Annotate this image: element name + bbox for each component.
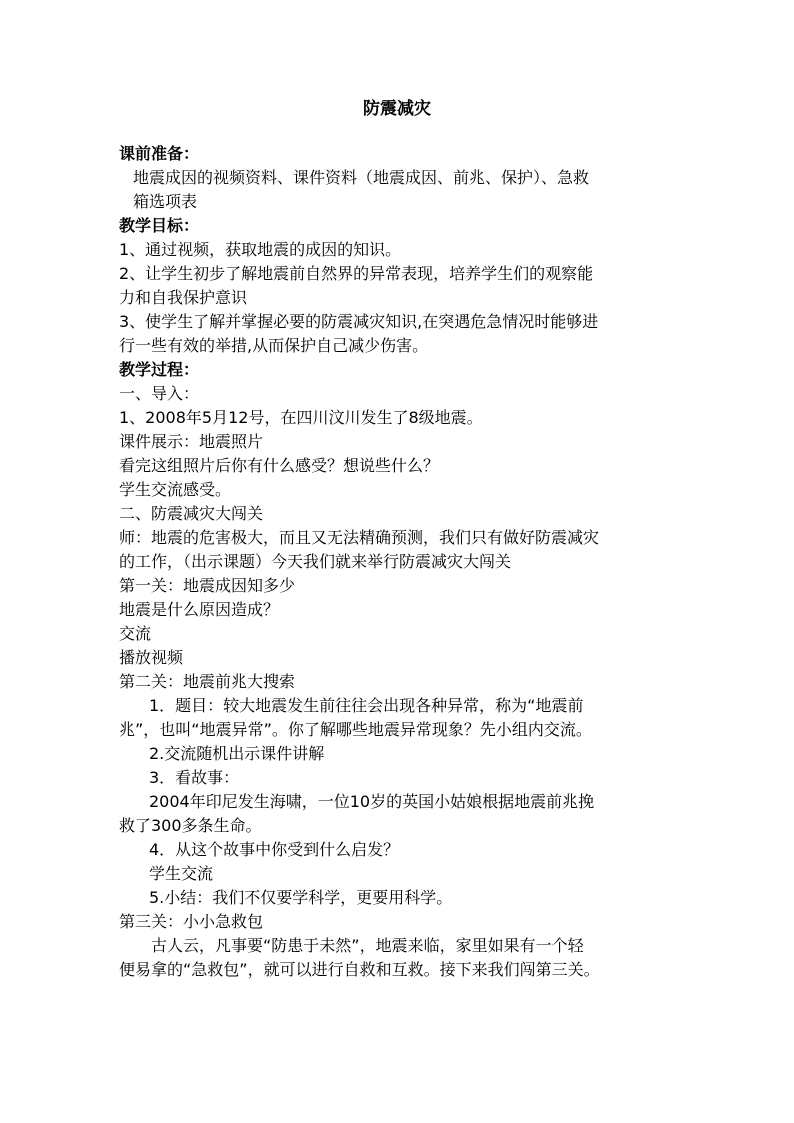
- text-line: 救了300多条生命。: [119, 816, 262, 835]
- text-line: 地震是什么原因造成？: [119, 600, 280, 619]
- text-line: 1、通过视频，获取地震的成因的知识。: [119, 240, 402, 259]
- text-line: 兆”，也叫“地震异常”。你了解哪些地震异常现象？先小组内交流。: [119, 720, 592, 739]
- text-line: 交流: [119, 624, 152, 643]
- text-line: 第一关：地震成因知多少: [119, 576, 296, 595]
- text-line: 课件展示：地震照片: [119, 432, 264, 451]
- text-line: 看完这组照片后你有什么感受？想说些什么？: [119, 456, 440, 475]
- text-line: 便易拿的“急救包”，就可以进行自救和互救。接下来我们闯第三关。: [119, 960, 600, 979]
- text-line: 课前准备：: [119, 144, 200, 163]
- text-line: 第二关：地震前兆大搜索: [119, 672, 296, 691]
- text-line: 学生交流感受。: [119, 480, 232, 499]
- page-title: 防震减灾: [363, 99, 431, 119]
- text-line: 3．看故事：: [149, 768, 240, 787]
- text-line: 第三关：小小急救包: [119, 912, 264, 931]
- text-line: 的工作，（出示课题）今天我们就来举行防震减灾大闯关: [119, 552, 512, 571]
- text-line: 1、2008年5月12号，在四川汶川发生了8级地震。: [119, 408, 483, 427]
- text-line: 3、使学生了解并掌握必要的防震减灾知识,在突遇危急情况时能够进: [119, 312, 599, 331]
- text-line: 一、导入：: [119, 384, 200, 403]
- text-line: 2.交流随机出示课件讲解: [149, 744, 325, 763]
- text-line: 1．题目：较大地震发生前往往会出现各种异常，称为“地震前: [149, 696, 584, 715]
- text-line: 力和自我保护意识: [119, 288, 248, 307]
- document-body: [119, 142, 681, 982]
- text-line: 学生交流: [149, 864, 214, 883]
- text-line: 箱选项表: [133, 192, 198, 211]
- text-line: 5.小结：我们不仅要学科学，更要用科学。: [149, 888, 453, 907]
- text-line: 教学目标：: [119, 216, 200, 235]
- text-line: 2、让学生初步了解地震前自然界的异常表现，培养学生们的观察能: [119, 264, 594, 283]
- text-line: 2004年印尼发生海啸，一位10岁的英国小姑娘根据地震前兆挽: [149, 792, 595, 811]
- text-line: 师：地震的危害极大，而且又无法精确预测，我们只有做好防震减灾: [119, 528, 600, 547]
- text-line: 教学过程：: [119, 360, 200, 379]
- text-line: 地震成因的视频资料、课件资料（地震成因、前兆、保护）、急救: [133, 168, 590, 187]
- text-line: 4．从这个故事中你受到什么启发？: [149, 840, 400, 859]
- text-line: 古人云，凡事要“防患于未然”，地震来临，家里如果有一个轻: [151, 936, 584, 955]
- text-line: 播放视频: [119, 648, 184, 667]
- text-line: 二、防震减灾大闯关: [119, 504, 264, 523]
- text-line: 行一些有效的举措,从而保护自己减少伤害。: [119, 336, 429, 355]
